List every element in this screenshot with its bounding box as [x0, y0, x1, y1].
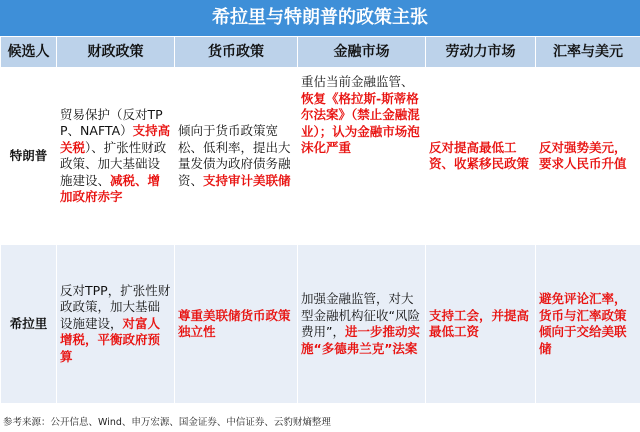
financial-emphasis: 进一步推动实施“多德弗兰克”法案: [301, 324, 420, 356]
cell-fiscal: [57, 245, 175, 404]
cell-financial: [298, 68, 426, 245]
financial-emphasis: 恢复《格拉斯-斯蒂格尔法案》（禁止金融混业）；认为金融市场泡沫化严重: [301, 90, 420, 155]
header-financial: 金融市场: [298, 37, 426, 68]
cell-monetary: [175, 68, 298, 245]
table-header-row: [1, 37, 640, 68]
cell-monetary: 尊重美联储货币政策独立性: [175, 245, 298, 404]
cell-labor: 反对提高最低工资、收紧移民政策: [426, 68, 536, 245]
monetary-text: 倾向于货币政策宽松、低利率，提出大量发债为政府债务融资、: [178, 123, 291, 188]
fiscal-text: 贸易保护（反对TPP、NAFTA）: [60, 106, 163, 138]
header-fx: 汇率与美元: [536, 37, 640, 68]
monetary-emphasis: 支持审计美联储: [203, 172, 291, 188]
page-title: 希拉里与特朗普的政策主张: [0, 0, 640, 36]
header-monetary: 货币政策: [175, 37, 298, 68]
table-row-trump: [1, 68, 640, 245]
candidate-name: 特朗普: [1, 68, 57, 245]
cell-fx: 反对强势美元，要求人民币升值: [536, 68, 640, 245]
cell-fx: 避免评论汇率，货币与汇率政策倾向于交给美联储: [536, 245, 640, 404]
fiscal-emphasis: 支持高关税: [60, 123, 171, 155]
header-fiscal: 财政政策: [57, 37, 175, 68]
source-note: 参考来源：公开信息、Wind、申万宏源、国金证券、中信证券、云豹财熵整理: [0, 414, 640, 432]
cell-financial: [298, 245, 426, 404]
financial-text: 加强金融监管，对大型金融机构征收“风险费用”，: [301, 291, 420, 339]
fiscal-text: 反对TPP，扩张性财政政策，加大基础设施建设，: [60, 282, 171, 331]
table-row-clinton: [1, 245, 640, 404]
candidate-name: 希拉里: [1, 245, 57, 404]
cell-labor: 支持工会，并提高最低工资: [426, 245, 536, 404]
fiscal-emphasis: 对富人增税，平衡政府预算: [60, 315, 161, 364]
fiscal-emphasis: 减税、增加政府赤字: [60, 172, 161, 204]
header-labor: 劳动力市场: [426, 37, 536, 68]
policy-table: [0, 36, 640, 404]
cell-fiscal: [57, 68, 175, 245]
financial-text: 重估当前金融监管、: [301, 74, 414, 89]
header-candidate: 候选人: [1, 37, 57, 68]
fiscal-text: ）、扩张性财政政策、加大基础设施建设、: [60, 139, 167, 188]
